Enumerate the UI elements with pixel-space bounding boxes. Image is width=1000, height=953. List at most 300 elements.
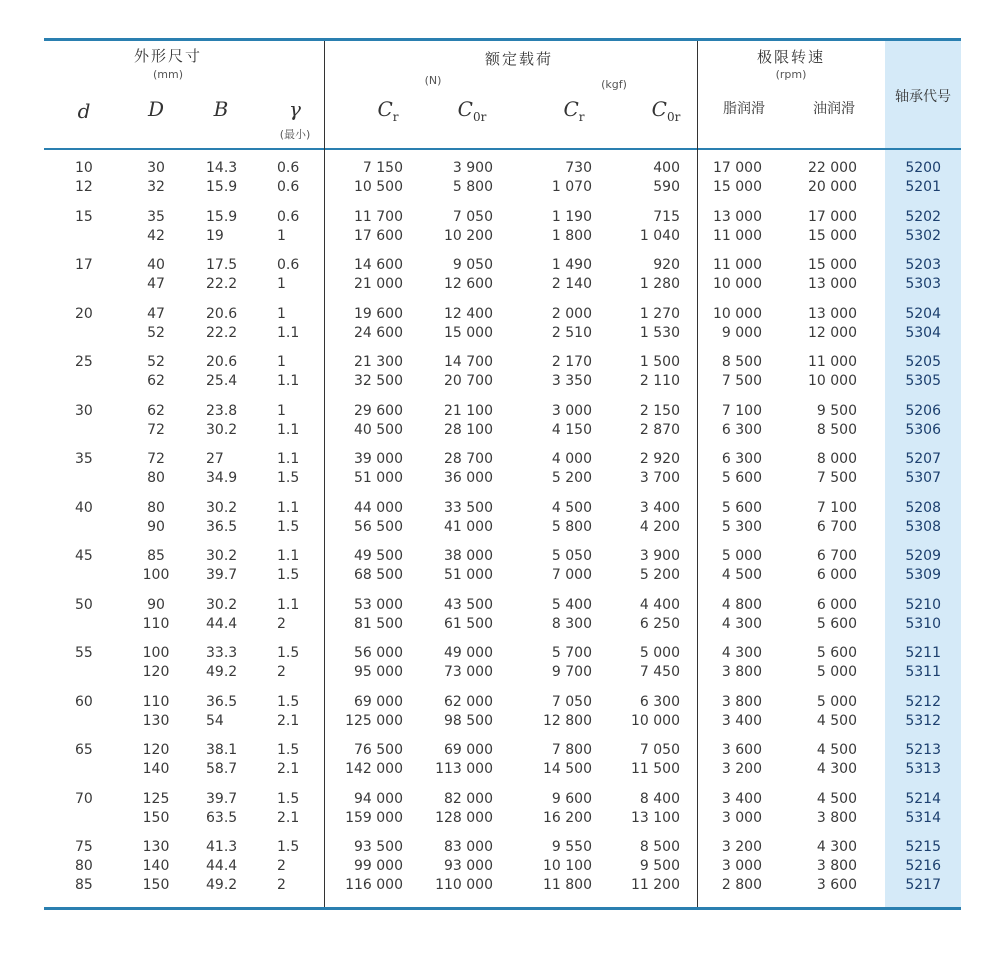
cell-oil-speed: 4 500	[816, 790, 857, 807]
cell-cr-kgf: 14 500	[543, 761, 592, 777]
cell-chamfer: 1	[277, 276, 286, 292]
cell-bearing-code: 5200	[905, 160, 941, 176]
cell-cr-n: 116 000	[345, 877, 403, 893]
cell-outer-diameter: 42	[147, 227, 165, 244]
cell-width: 54	[206, 712, 224, 729]
cell-width: 30.2	[206, 421, 238, 438]
col-r-header: γ	[289, 97, 301, 121]
cell-cor-n: 51 000	[444, 567, 493, 583]
cell-grease-speed: 3 000	[721, 858, 762, 874]
cell-cor-n: 43 500	[444, 596, 493, 613]
cell-width: 38.1	[206, 742, 238, 758]
cell-oil-speed: 6 700	[816, 548, 857, 564]
col-cor-n-header: $C_{0r}$	[457, 97, 487, 124]
cell-outer-diameter: 90	[147, 518, 165, 535]
cell-bore-diameter: 55	[75, 645, 93, 661]
cell-oil-speed: 15 000	[808, 257, 857, 273]
cell-bearing-code: 5212	[905, 693, 941, 710]
cell-cor-kgf: 1 500	[639, 354, 680, 370]
cell-width: 30.2	[206, 596, 238, 613]
cell-cor-kgf: 1 270	[639, 305, 680, 322]
cell-width: 30.2	[206, 499, 238, 516]
cell-cr-n: 39 000	[354, 451, 403, 467]
cell-cr-kgf: 11 800	[543, 877, 592, 893]
cell-cor-kgf: 3 700	[639, 470, 680, 486]
cell-bearing-code: 5203	[905, 257, 941, 273]
col-D-header: D	[147, 97, 165, 121]
cell-width: 14.3	[206, 160, 238, 176]
cell-chamfer: 1.1	[277, 373, 300, 389]
cell-bearing-code: 5303	[905, 276, 941, 292]
cell-outer-diameter: 52	[147, 354, 165, 370]
cell-cr-n: 94 000	[354, 790, 403, 807]
cell-bearing-code: 5314	[905, 809, 941, 826]
cell-cor-n: 93 000	[444, 858, 493, 874]
cell-bearing-code: 5210	[905, 596, 941, 613]
cell-outer-diameter: 150	[142, 809, 170, 826]
cell-cr-kgf: 5 050	[551, 548, 592, 564]
divider-load-speed	[697, 41, 698, 907]
cell-cor-n: 98 500	[444, 712, 493, 729]
cell-oil-speed: 6 700	[816, 518, 857, 535]
cell-cr-n: 93 500	[354, 839, 403, 855]
cell-cr-kgf: 1 190	[551, 208, 592, 225]
cell-bore-diameter: 75	[75, 839, 93, 855]
cell-grease-speed: 3 600	[721, 742, 762, 758]
cell-cor-n: 36 000	[444, 470, 493, 486]
cell-cr-kgf: 4 150	[551, 421, 592, 438]
cell-chamfer: 2.1	[277, 712, 300, 729]
cell-chamfer: 2.1	[277, 761, 300, 777]
cell-cor-kgf: 6 250	[639, 615, 680, 632]
cell-bearing-code: 5311	[905, 664, 941, 680]
cell-cr-kgf: 2 510	[551, 324, 592, 341]
cell-outer-diameter: 72	[147, 451, 165, 467]
cell-cr-n: 53 000	[354, 596, 403, 613]
cell-oil-speed: 8 500	[816, 421, 857, 438]
cell-cr-kgf: 3 000	[551, 402, 592, 419]
cell-outer-diameter: 100	[142, 567, 170, 583]
col-cr-kgf-header: $C_r$	[563, 97, 585, 124]
cell-outer-diameter: 40	[147, 257, 165, 273]
cell-cr-kgf: 7 000	[551, 567, 592, 583]
cell-grease-speed: 8 500	[721, 354, 762, 370]
cell-cor-n: 14 700	[444, 354, 493, 370]
cell-oil-speed: 17 000	[808, 208, 857, 225]
cell-cor-n: 12 400	[444, 305, 493, 322]
cell-chamfer: 0.6	[277, 160, 300, 176]
cell-grease-speed: 3 200	[721, 761, 762, 777]
cell-chamfer: 1.5	[277, 693, 300, 710]
cell-bearing-code: 5313	[905, 761, 941, 777]
cell-chamfer: 1.5	[277, 567, 300, 583]
cell-outer-diameter: 130	[142, 839, 170, 855]
cell-outer-diameter: 80	[147, 499, 165, 516]
cell-oil-speed: 4 500	[816, 712, 857, 729]
cell-width: 58.7	[206, 761, 238, 777]
cell-chamfer: 1	[277, 305, 286, 322]
cell-bore-diameter: 30	[75, 402, 93, 419]
cell-cor-kgf: 2 920	[639, 451, 680, 467]
cell-width: 19	[206, 227, 224, 244]
cell-outer-diameter: 30	[147, 160, 165, 176]
cell-cor-n: 73 000	[444, 664, 493, 680]
cell-grease-speed: 3 400	[721, 712, 762, 729]
cell-cr-n: 19 600	[354, 305, 403, 322]
cell-cr-kgf: 2 140	[551, 276, 592, 292]
cell-cr-kgf: 5 700	[551, 645, 592, 661]
cell-cor-kgf: 3 400	[639, 499, 680, 516]
cell-cor-n: 15 000	[444, 324, 493, 341]
cell-chamfer: 1.5	[277, 839, 300, 855]
cell-outer-diameter: 62	[147, 373, 165, 389]
cell-oil-speed: 15 000	[808, 227, 857, 244]
cell-bearing-code: 5307	[905, 470, 941, 486]
cell-bore-diameter: 85	[75, 877, 93, 893]
cell-cor-n: 49 000	[444, 645, 493, 661]
cell-cr-kgf: 7 050	[551, 693, 592, 710]
cell-grease-speed: 3 200	[721, 839, 762, 855]
cell-width: 25.4	[206, 373, 238, 389]
cell-oil-speed: 5 600	[816, 645, 857, 661]
cell-width: 30.2	[206, 548, 238, 564]
cell-grease-speed: 6 300	[721, 451, 762, 467]
cell-cor-kgf: 11 200	[631, 877, 680, 893]
cell-bore-diameter: 80	[75, 858, 93, 874]
cell-chamfer: 1	[277, 402, 286, 419]
cell-width: 17.5	[206, 257, 238, 273]
cell-cor-kgf: 10 000	[631, 712, 680, 729]
col-r-note: (最小)	[279, 128, 311, 141]
cell-cor-kgf: 2 870	[639, 421, 680, 438]
cell-cor-kgf: 715	[653, 208, 680, 225]
cell-cr-kgf: 1 490	[551, 257, 592, 273]
table-top-rule	[44, 38, 961, 41]
cell-grease-speed: 6 300	[721, 421, 762, 438]
cell-grease-speed: 4 300	[721, 645, 762, 661]
cell-width: 33.3	[206, 645, 238, 661]
cell-chamfer: 1.5	[277, 790, 300, 807]
speed-unit: (rpm)	[775, 68, 807, 81]
cell-cor-kgf: 2 150	[639, 402, 680, 419]
cell-grease-speed: 7 500	[721, 373, 762, 389]
cell-cr-n: 40 500	[354, 421, 403, 438]
cell-chamfer: 1.1	[277, 324, 300, 341]
col-B-header: B	[213, 97, 229, 121]
cell-cor-n: 28 100	[444, 421, 493, 438]
cell-grease-speed: 3 800	[721, 693, 762, 710]
cell-cor-kgf: 400	[653, 160, 680, 176]
cell-cor-kgf: 1 530	[639, 324, 680, 341]
cell-cr-n: 99 000	[354, 858, 403, 874]
cell-oil-speed: 20 000	[808, 179, 857, 195]
cell-bore-diameter: 12	[75, 179, 93, 195]
cell-bore-diameter: 50	[75, 596, 93, 613]
cell-cor-kgf: 3 900	[639, 548, 680, 564]
cell-cor-kgf: 5 000	[639, 645, 680, 661]
cell-chamfer: 1.5	[277, 518, 300, 535]
cell-cor-n: 128 000	[435, 809, 493, 826]
cell-chamfer: 1.1	[277, 421, 300, 438]
cell-cor-n: 9 050	[452, 257, 493, 273]
cell-cor-n: 62 000	[444, 693, 493, 710]
cell-cr-kgf: 4 000	[551, 451, 592, 467]
cell-bearing-code: 5308	[905, 518, 941, 535]
cell-oil-speed: 5 600	[816, 615, 857, 632]
cell-width: 15.9	[206, 208, 238, 225]
cell-cor-n: 7 050	[452, 208, 493, 225]
cell-width: 15.9	[206, 179, 238, 195]
cell-width: 39.7	[206, 790, 238, 807]
cell-chamfer: 1.5	[277, 742, 300, 758]
cell-grease-speed: 3 400	[721, 790, 762, 807]
cell-cr-kgf: 1 070	[551, 179, 592, 195]
cell-chamfer: 1.5	[277, 645, 300, 661]
col-oil-header: 油润滑	[813, 101, 855, 117]
col-grease-header: 脂润滑	[723, 101, 765, 117]
cell-outer-diameter: 110	[142, 693, 170, 710]
cell-cor-n: 3 900	[452, 160, 493, 176]
cell-cr-n: 142 000	[345, 761, 403, 777]
cell-oil-speed: 6 000	[816, 567, 857, 583]
cell-bearing-code: 5309	[905, 567, 941, 583]
divider-dims-load	[324, 41, 325, 907]
cell-cor-n: 110 000	[435, 877, 493, 893]
cell-cor-n: 41 000	[444, 518, 493, 535]
cell-bore-diameter: 20	[75, 305, 93, 322]
cell-grease-speed: 11 000	[713, 227, 762, 244]
cell-cr-kgf: 2 000	[551, 305, 592, 322]
cell-cor-n: 12 600	[444, 276, 493, 292]
cell-oil-speed: 12 000	[808, 324, 857, 341]
cell-cr-kgf: 5 400	[551, 596, 592, 613]
cell-oil-speed: 3 600	[816, 877, 857, 893]
cell-bore-diameter: 60	[75, 693, 93, 710]
cell-outer-diameter: 80	[147, 470, 165, 486]
cell-oil-speed: 3 800	[816, 809, 857, 826]
cell-cor-kgf: 590	[653, 179, 680, 195]
cell-cor-kgf: 7 450	[639, 664, 680, 680]
cell-grease-speed: 10 000	[713, 305, 762, 322]
cell-cr-n: 21 000	[354, 276, 403, 292]
cell-chamfer: 0.6	[277, 208, 300, 225]
cell-cor-n: 38 000	[444, 548, 493, 564]
cell-oil-speed: 11 000	[808, 354, 857, 370]
cell-grease-speed: 3 800	[721, 664, 762, 680]
cell-bearing-code: 5209	[905, 548, 941, 564]
cell-oil-speed: 7 100	[816, 499, 857, 516]
cell-width: 22.2	[206, 324, 238, 341]
cell-cr-n: 51 000	[354, 470, 403, 486]
bearing-spec-table	[44, 38, 961, 910]
cell-cr-kgf: 16 200	[543, 809, 592, 826]
cell-cr-kgf: 12 800	[543, 712, 592, 729]
col-d-header: d	[77, 99, 91, 123]
speed-title: 极限转速	[756, 48, 826, 66]
cell-width: 63.5	[206, 809, 238, 826]
cell-cr-n: 29 600	[354, 402, 403, 419]
cell-cr-kgf: 9 700	[551, 664, 592, 680]
cell-width: 39.7	[206, 567, 238, 583]
cell-bearing-code: 5201	[905, 179, 941, 195]
cell-cr-n: 76 500	[354, 742, 403, 758]
cell-width: 49.2	[206, 877, 238, 893]
col-code-header: 轴承代号	[895, 89, 951, 105]
cell-cor-n: 20 700	[444, 373, 493, 389]
cell-cr-kgf: 5 200	[551, 470, 592, 486]
load-title: 额定载荷	[484, 50, 554, 68]
cell-outer-diameter: 90	[147, 596, 165, 613]
cell-outer-diameter: 150	[142, 877, 170, 893]
cell-bearing-code: 5202	[905, 208, 941, 225]
cell-cor-n: 69 000	[444, 742, 493, 758]
header-rule	[44, 148, 961, 150]
cell-oil-speed: 7 500	[816, 470, 857, 486]
cell-chamfer: 1.1	[277, 548, 300, 564]
col-cr-n-header: $C_r$	[377, 97, 399, 124]
col-cor-kgf-header: $C_{0r}$	[651, 97, 681, 124]
cell-cr-kgf: 4 500	[551, 499, 592, 516]
cell-cr-n: 32 500	[354, 373, 403, 389]
cell-grease-speed: 11 000	[713, 257, 762, 273]
cell-width: 20.6	[206, 354, 238, 370]
cell-cor-kgf: 8 400	[639, 790, 680, 807]
cell-cr-n: 17 600	[354, 227, 403, 244]
cell-outer-diameter: 85	[147, 548, 165, 564]
cell-width: 34.9	[206, 470, 238, 486]
cell-chamfer: 1.1	[277, 499, 300, 516]
cell-grease-speed: 15 000	[713, 179, 762, 195]
cell-cor-kgf: 4 200	[639, 518, 680, 535]
cell-cor-n: 83 000	[444, 839, 493, 855]
cell-oil-speed: 5 000	[816, 664, 857, 680]
cell-grease-speed: 5 300	[721, 518, 762, 535]
cell-oil-speed: 4 300	[816, 761, 857, 777]
cell-cr-n: 68 500	[354, 567, 403, 583]
cell-cr-kgf: 10 100	[543, 858, 592, 874]
cell-bearing-code: 5207	[905, 451, 941, 467]
cell-cor-n: 61 500	[444, 615, 493, 632]
cell-bore-diameter: 17	[75, 257, 93, 273]
cell-cr-n: 56 500	[354, 518, 403, 535]
cell-cor-n: 33 500	[444, 499, 493, 516]
cell-width: 44.4	[206, 615, 238, 632]
cell-bearing-code: 5304	[905, 324, 941, 341]
cell-outer-diameter: 110	[142, 615, 170, 632]
cell-cr-n: 24 600	[354, 324, 403, 341]
cell-width: 41.3	[206, 839, 238, 855]
cell-cr-n: 56 000	[354, 645, 403, 661]
cell-bore-diameter: 35	[75, 451, 93, 467]
cell-chamfer: 2	[277, 615, 286, 632]
cell-chamfer: 2	[277, 877, 286, 893]
cell-grease-speed: 17 000	[713, 160, 762, 176]
load-unit-kgf: (kgf)	[601, 78, 627, 91]
cell-cr-n: 10 500	[354, 179, 403, 195]
cell-cr-n: 49 500	[354, 548, 403, 564]
cell-outer-diameter: 47	[147, 305, 165, 322]
cell-cor-kgf: 4 400	[639, 596, 680, 613]
cell-oil-speed: 9 500	[816, 402, 857, 419]
table-bottom-rule	[44, 907, 961, 910]
cell-bearing-code: 5305	[905, 373, 941, 389]
cell-chamfer: 1.5	[277, 470, 300, 486]
cell-cor-kgf: 11 500	[631, 761, 680, 777]
cell-cor-kgf: 6 300	[639, 693, 680, 710]
cell-cor-n: 5 800	[452, 179, 493, 195]
cell-cor-n: 82 000	[444, 790, 493, 807]
cell-bore-diameter: 25	[75, 354, 93, 370]
cell-cor-kgf: 13 100	[631, 809, 680, 826]
cell-grease-speed: 4 800	[721, 596, 762, 613]
cell-oil-speed: 4 300	[816, 839, 857, 855]
cell-bore-diameter: 10	[75, 160, 93, 176]
cell-outer-diameter: 47	[147, 276, 165, 292]
cell-outer-diameter: 32	[147, 179, 165, 195]
cell-cr-kgf: 7 800	[551, 742, 592, 758]
cell-bearing-code: 5302	[905, 227, 941, 244]
cell-cr-n: 7 150	[362, 160, 403, 176]
load-unit-n: (N)	[424, 74, 442, 87]
cell-grease-speed: 4 300	[721, 615, 762, 632]
cell-oil-speed: 22 000	[808, 160, 857, 176]
cell-outer-diameter: 62	[147, 402, 165, 419]
cell-chamfer: 2.1	[277, 809, 300, 826]
cell-oil-speed: 5 000	[816, 693, 857, 710]
cell-bearing-code: 5206	[905, 402, 941, 419]
cell-bore-diameter: 40	[75, 499, 93, 516]
cell-cor-kgf: 1 280	[639, 276, 680, 292]
cell-cr-kgf: 3 350	[551, 373, 592, 389]
cell-outer-diameter: 120	[142, 664, 170, 680]
cell-oil-speed: 3 800	[816, 858, 857, 874]
cell-bearing-code: 5211	[905, 645, 941, 661]
cell-bearing-code: 5310	[905, 615, 941, 632]
cell-width: 23.8	[206, 402, 238, 419]
cell-oil-speed: 8 000	[816, 451, 857, 467]
cell-cr-kgf: 730	[565, 160, 592, 176]
cell-cr-n: 21 300	[354, 354, 403, 370]
cell-cor-kgf: 9 500	[639, 858, 680, 874]
cell-width: 44.4	[206, 858, 238, 874]
cell-cor-kgf: 1 040	[639, 227, 680, 244]
cell-chamfer: 2	[277, 858, 286, 874]
cell-grease-speed: 5 000	[721, 548, 762, 564]
cell-outer-diameter: 120	[142, 742, 170, 758]
cell-width: 49.2	[206, 664, 238, 680]
cell-width: 27	[206, 451, 224, 467]
cell-chamfer: 1	[277, 227, 286, 244]
cell-bearing-code: 5214	[905, 790, 941, 807]
cell-outer-diameter: 125	[142, 790, 170, 807]
cell-grease-speed: 5 600	[721, 499, 762, 516]
cell-cr-n: 125 000	[345, 712, 403, 729]
cell-cr-n: 95 000	[354, 664, 403, 680]
cell-oil-speed: 4 500	[816, 742, 857, 758]
cell-grease-speed: 7 100	[721, 402, 762, 419]
cell-oil-speed: 10 000	[808, 373, 857, 389]
cell-bore-diameter: 15	[75, 208, 93, 225]
cell-outer-diameter: 130	[142, 712, 170, 729]
cell-chamfer: 1.1	[277, 451, 300, 467]
cell-outer-diameter: 140	[142, 858, 170, 874]
cell-outer-diameter: 35	[147, 208, 165, 225]
cell-bearing-code: 5312	[905, 712, 941, 729]
cell-width: 36.5	[206, 693, 238, 710]
cell-cr-kgf: 9 600	[551, 790, 592, 807]
cell-cr-kgf: 2 170	[551, 354, 592, 370]
cell-chamfer: 0.6	[277, 257, 300, 273]
